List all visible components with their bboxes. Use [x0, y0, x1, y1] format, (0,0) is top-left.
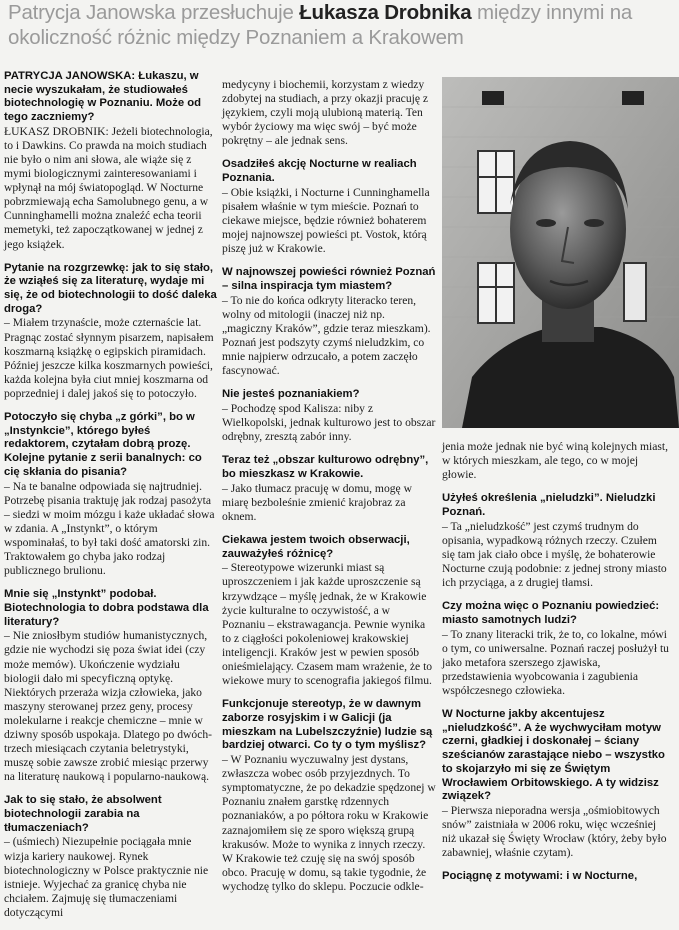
answer-paragraph: – Miałem trzynaście, może czternaście lat. Pragnąc zostać słynnym pisarzem, napisałem koszmarną książkę o egipskich piramidach. Później jeszcze kilka koszmarnych powieści, każda kolejna była ciut mniej koszmarna od poprzedniej i dalej jakoś się to potoczyło. — [4, 316, 214, 400]
question: Ciekawa jestem twoich obserwacji, zauważyłeś różnicę? — [222, 533, 410, 560]
headline-part1: Patrycja Janowska przesłuchuje — [8, 1, 300, 24]
answer-paragraph: – Pierwsza nieporadna wersja „ośmiobitowych snów” zaistniała w 2006 roku, więc wcześniej niż ukazał się Święty Wrocław (który, żeby było zabawniej, właśnie czytam). — [442, 803, 667, 860]
answer-paragraph: medycyny i biochemii, korzystam z wiedzy zdobytej na studiach, a przy okazji pracuję z językiem, czyli moją ulubioną materią. Ten wybór życiowy ma więc swój – być może pokrętny – ale jednak sens. — [222, 78, 429, 148]
qa-block — [4, 262, 218, 401]
answer — [222, 78, 436, 148]
question: W Nocturne jakby akcentujesz „nieludzkość”. A że wychwyciłam motyw czerni, gładkiej i doskonałej – ściany sześcianów zarastające niebo – wszystko to skojarzyło mi się ze Świętym Wrocławiem Orbitowskiego. A ty widzisz związek? — [442, 708, 665, 803]
answer-paragraph: – To znany literacki trik, że to, co lokalne, mówi o tym, co uniwersalne. Poznań raczej posłużył tu jako metafora szerszego zjawiska, przedstawienia wyobcowania i zagubienia współczesnego człowieka. — [442, 627, 669, 697]
qa-block — [222, 266, 436, 378]
answer — [4, 125, 218, 252]
portrait-photo — [442, 77, 679, 428]
question: W najnowszej powieści również Poznań – silna inspiracja tym miastem? — [222, 266, 436, 293]
column-2 — [222, 78, 436, 904]
question: Mnie się „Instynkt” podobał. Biotechnologia to dobra podstawa dla literatury? — [4, 588, 209, 628]
qa-block — [4, 794, 218, 920]
question: Użyłeś określenia „nieludzki”. Nieludzki Poznań. — [442, 492, 656, 518]
answer-paragraph: – (uśmiech) Niezupełnie pociągała mnie wizja kariery naukowej. Rynek biotechnologiczny w Polsce praktycznie nie istnieje. Wyjechać za granicę chyba nie chciałem. Zajmuję się tłumaczeniami dotyczącymi — [4, 835, 209, 919]
answer — [442, 628, 672, 698]
qa-block — [222, 534, 436, 688]
answer — [222, 753, 436, 894]
question: Nie jesteś poznaniakiem? — [222, 388, 360, 401]
qa-block — [442, 600, 672, 698]
headline-part2: między innymi na okoliczność różnic między Poznaniem a Krakowem — [8, 1, 633, 49]
answer-paragraph: – Nie zniosłbym studiów humanistycznych, gdzie nie wychodzi się poza świat idei (czy może memów). Ukończenie wydziału biologii dało mi specyficzną optykę. Niektórych przeraża wizja człowieka, jako maszyny sterowanej przez geny, procesy molekularne i reakcje chemiczne – mnie w dziwny sposób uspokaja. Dlatego po dwóch-trzech miesiącach czytania beletrystyki, muszę sobie zawsze zrobić miesiąc przerwy na literaturę naukową i popularno-naukową. — [4, 629, 213, 784]
answer-paragraph: – Na te banalne odpowiada się najtrudniej. Potrzebę pisania traktuję jak rodzaj pasożyta – siedzi w moim mózgu i każe układać słowa w zdania. A „Instynkt”, o którym wspominałaś, to był taki dość amatorski zin. Traktowałem go chyba jako rodzaj publicznego brulionu. — [4, 479, 215, 578]
answer — [222, 561, 436, 688]
answer-paragraph: – Stereotypowe wizerunki miast są uproszczeniem i jak każde uproszczenie są krzywdzące – myślę jednak, że w Krakowie życie kulturalne to oczywistość, a w Poznaniu – ekstrawagancja. Pewnie wynika to z ciągłości pokoleniowej krakowskiej inteligencji. Kraków jest w pewien sposób onieśmielający. Czasem mam wrażenie, że to wiekowe mury to scenografia jakiegoś filmu. — [222, 561, 433, 688]
answer-paragraph: – Jako tłumacz pracuję w domu, mogę w miarę bezboleśnie zmienić krajobraz za oknem. — [222, 481, 412, 523]
answer — [442, 440, 672, 482]
answer — [222, 186, 436, 256]
question: Teraz też „obszar kulturowo odrębny”, bo mieszkasz w Krakowie. — [222, 454, 429, 480]
answer — [222, 402, 436, 444]
qa-block — [442, 870, 672, 884]
question: PATRYCJA JANOWSKA: Łukaszu, w necie wyszukałam, że studiowałeś biotechnologię w Poznaniu. Może od tego zaczniemy? — [4, 70, 202, 124]
question: Potoczyło się chyba „z górki”, bo w „Instynkcie”, którego byłeś redaktorem, czytałam dobrą prozę. Kolejne pytanie z serii banalnych: co cię skłania do pisania? — [4, 411, 202, 478]
column-1 — [4, 70, 218, 930]
headline-name: Łukasza Drobnika — [299, 1, 472, 24]
answer-paragraph: – W Poznaniu wyczuwalny jest dystans, zwłaszcza wobec osób przyjezdnych. To symptomatyczne, że po dekadzie spędzonej w Poznaniu znałem garstkę rdzennych poznaniaków, a po półtora roku w Krakowie zaznajomiłem się ze sporo większą grupą krakusów. Może to wynika z innych rzeczy. W Krakowie też czuję się na swój sposób obco. Pracuję w domu, są takie tygodnie, że wychodzę tylko do sklepu. Poczucie odkle- — [222, 753, 436, 893]
qa-block — [442, 440, 672, 482]
answer-paragraph: ŁUKASZ DROBNIK: Jeżeli biotechnologia, to i Dawkins. Co prawda na moich studiach nie było o nim ani słowa, ale wiąże się z mymi biologicznymi zainteresowaniami i wpłynął na mój światopogląd. W Nocturne pobrzmiewają echa Samolubnego genu, a w Cunninghamelli można znaleźć echa teorii memetyki, też zapoczątkowanej w jednej z jego książek. — [4, 124, 213, 251]
answer-paragraph: – Ta „nieludzkość” jest czymś trudnym do opisania, wypadkową różnych rzeczy. Czułem się tam jak ciało obce i myślę, że bohaterowie Nocturne czują podobnie: z jednej strony miasto ich przyciąga, a z drugiej tłamsi. — [442, 519, 667, 590]
answer-paragraph: – Obie książki, i Nocturne i Cunninghamella pisałem właśnie w tym mieście. Poznań to ciekawe miejsce, będzie również bohaterem mojej najnowszej powieści pt. Vostok, którą piszę już w Krakowie. — [222, 185, 430, 256]
answer-paragraph: – To nie do końca odkryty literacko teren, wolny od mitologii (inaczej niż np. „magiczny Kraków”, gdzie teraz mieszkam). Poznań jest podszyty czymś nieludzkim, co mnie najpierw odrzucało, a potem zaczęło fascynować. — [222, 293, 431, 378]
qa-block — [222, 698, 436, 894]
qa-block — [222, 158, 436, 256]
question: Pytanie na rozgrzewkę: jak to się stało, że wziąłeś się za literaturę, wydaje mi się, że od biotechnologii to dość daleka droga? — [4, 261, 217, 315]
answer — [4, 835, 218, 920]
qa-block — [222, 388, 436, 444]
qa-block — [4, 411, 218, 578]
answer-paragraph: – Pochodzę spod Kalisza: niby z Wielkopolski, jednak kulturowo jest to obszar odrębny, zresztą zabór inny. — [222, 402, 436, 444]
qa-block — [222, 454, 436, 524]
answer-paragraph: jenia może jednak nie być winą kolejnych miast, w których mieszkam, ale tego, co w mojej głowie. — [442, 440, 669, 482]
headline — [8, 0, 673, 50]
qa-block — [4, 588, 218, 784]
qa-block — [442, 492, 672, 590]
answer — [4, 316, 218, 401]
answer — [442, 804, 672, 860]
question: Osadziłeś akcję Nocturne w realiach Poznania. — [222, 158, 417, 185]
answer — [4, 629, 218, 784]
qa-block — [442, 708, 672, 860]
qa-block — [222, 78, 436, 148]
answer — [222, 294, 436, 379]
answer — [442, 520, 672, 590]
column-3 — [442, 440, 672, 894]
qa-block — [4, 70, 218, 252]
answer — [4, 480, 218, 579]
question: Pociągnę z motywami: i w Nocturne, — [442, 870, 638, 883]
question: Czy można więc o Poznaniu powiedzieć: miasto samotnych ludzi? — [442, 600, 660, 626]
portrait-svg — [442, 77, 679, 428]
answer — [222, 482, 436, 524]
question: Funkcjonuje stereotyp, że w dawnym zaborze rosyjskim i w Galicji (ja mieszkam na Lubelszczyźnie) ludzie są bardziej otwarci. Co ty o tym myślisz? — [222, 698, 433, 752]
question: Jak to się stało, że absolwent biotechnologii zarabia na tłumaczeniach? — [4, 794, 162, 834]
